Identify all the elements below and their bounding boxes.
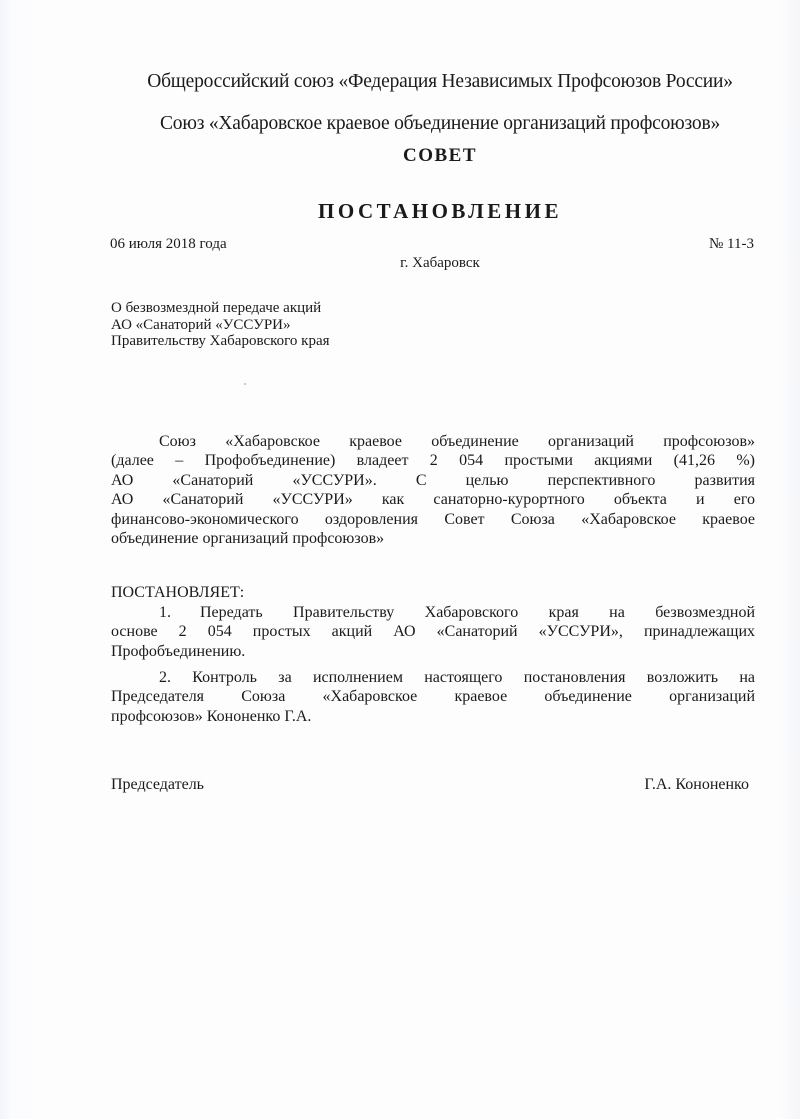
subject-line: Правительству Хабаровского края	[111, 333, 330, 349]
item-line: Профобъединению.	[111, 642, 246, 660]
subject-line: АО «Санаторий «УССУРИ»	[111, 316, 291, 333]
preamble-line: финансово-экономического оздоровления Совет Союза «Хабаровское краевое	[111, 510, 755, 528]
item-line: Председателя Союза «Хабаровское краевое объединение организаций	[111, 688, 755, 706]
signature-title: Председатель	[111, 776, 204, 793]
document-subject	[111, 300, 330, 350]
resolution-item-2	[111, 668, 755, 726]
item-first-line	[111, 603, 755, 622]
preamble-line: Союз «Хабаровское краевое объединение организаций профсоюзов»	[159, 433, 755, 450]
resolves-label: ПОСТАНОВЛЯЕТ:	[111, 584, 245, 601]
item-line: основе 2 054 простых акций АО «Санаторий «УССУРИ», принадлежащих	[111, 623, 755, 641]
document-title: ПОСТАНОВЛЕНИЕ	[318, 199, 562, 223]
subject-line: О безвозмездной передаче акций	[111, 300, 322, 316]
organization-line-1: Общероссийский союз «Федерация Независимых Профсоюзов России»	[147, 71, 733, 92]
document-city: г. Хабаровск	[400, 255, 480, 271]
preamble-paragraph	[111, 432, 755, 548]
item-line: Контроль за исполнением настоящего постановления возложить на	[192, 669, 755, 686]
organization-line-2: Союз «Хабаровское краевое объединение организаций профсоюзов»	[159, 113, 721, 134]
item-number: 2.	[159, 669, 171, 686]
body-name: СОВЕТ	[402, 145, 478, 166]
item-line: Передать Правительству Хабаровского края на безвозмездной	[200, 604, 755, 621]
preamble-line: объединение организаций профсоюзов»	[111, 530, 385, 548]
resolution-item-1	[111, 603, 755, 661]
scan-speck	[244, 383, 246, 385]
preamble-line: (далее – Профобъединение) владеет 2 054 простыми акциями (41,26 %)	[111, 452, 755, 470]
item-number: 1.	[159, 604, 171, 621]
document-number: № 11-3	[709, 236, 754, 252]
preamble-line: АО «Санаторий «УССУРИ». С целью перспективного развития	[111, 471, 755, 489]
signature-name: Г.А. Кононенко	[644, 776, 749, 793]
item-first-line	[111, 668, 755, 687]
preamble-line: АО «Санаторий «УССУРИ» как санаторно-курортного объекта и его	[111, 491, 755, 509]
item-line: профсоюзов» Кононенко Г.А.	[111, 707, 312, 725]
document-date: 06 июля 2018 года	[110, 236, 227, 252]
